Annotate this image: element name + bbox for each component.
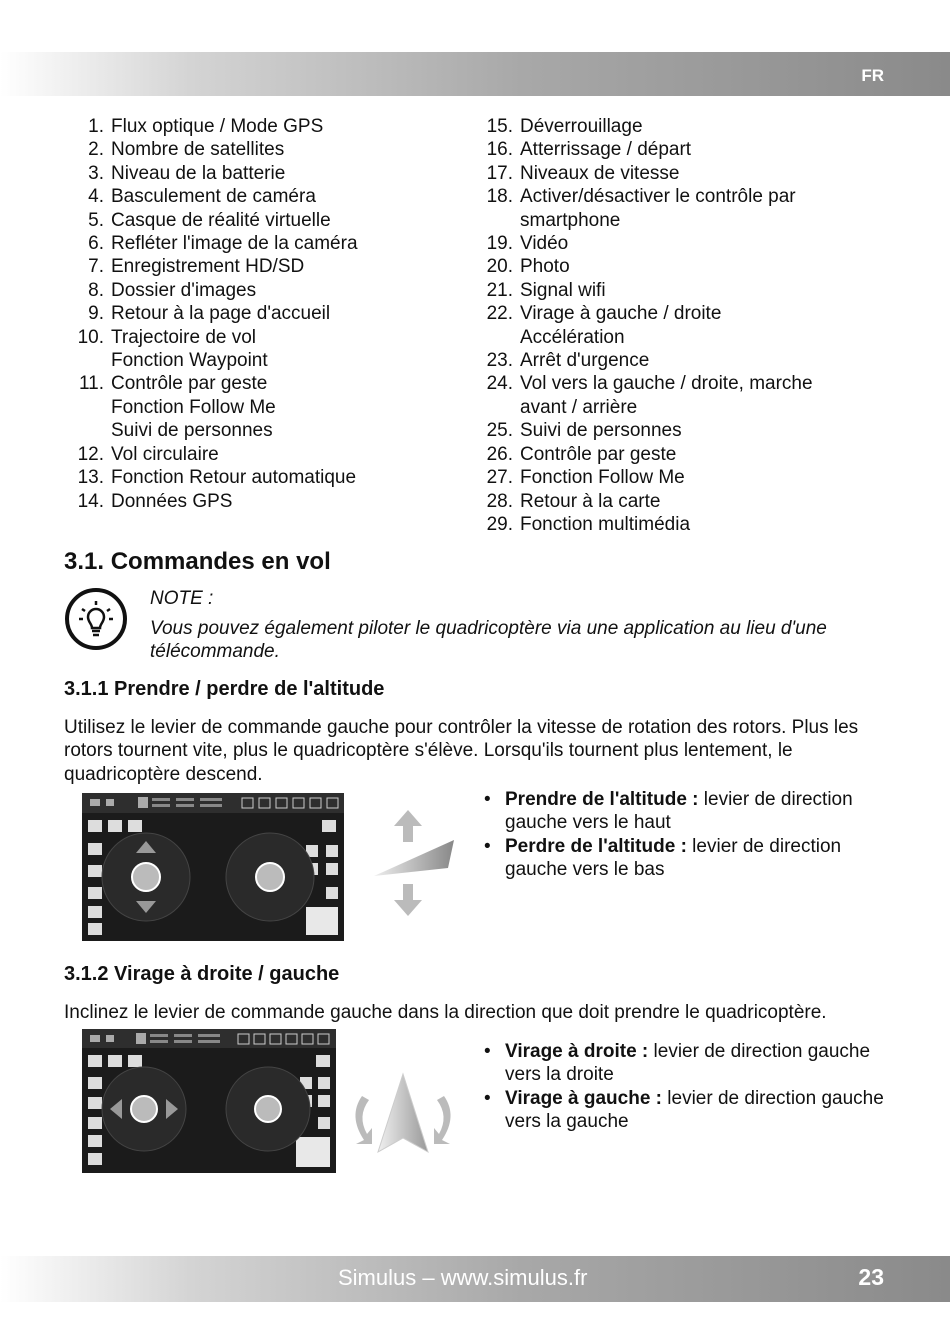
legend-text: Activer/désactiver le contrôle par — [520, 186, 796, 208]
legend-item — [473, 490, 893, 513]
legend-number: 14. — [77, 490, 104, 512]
legend-text: Suivi de personnes — [111, 420, 273, 442]
legend-item — [64, 138, 464, 161]
turn-paragraph: Inclinez le levier de commande gauche dans la direction que doit prendre le quadricoptère. — [64, 1002, 827, 1023]
legend-item — [473, 513, 893, 536]
legend-item — [473, 209, 893, 232]
legend-item — [64, 232, 464, 255]
altitude-paragraph: Utilisez le levier de commande gauche pour contrôler la vitesse de rotation des rotors. Plus les rotors tournent vite, plus le quadricoptère s'élève. Lorsqu'ils tournent plus lentement, le quadricoptère descend. — [64, 717, 859, 785]
legend-right-column — [473, 115, 893, 536]
legend-number: 16. — [486, 139, 513, 161]
legend-item — [64, 419, 464, 442]
legend-item — [473, 419, 893, 442]
legend-item — [473, 279, 893, 302]
altitude-title: 3.1.1 Prendre / perdre de l'altitude — [64, 678, 385, 700]
legend-number: 25. — [486, 420, 513, 442]
turn-arrows-icon — [348, 1072, 458, 1160]
section-title: 3.1. Commandes en vol — [64, 548, 331, 575]
legend-number: 21. — [486, 279, 513, 301]
legend-number: 10. — [77, 326, 104, 348]
legend-text: Fonction multimédia — [520, 513, 691, 535]
legend-text: smartphone — [520, 209, 621, 231]
legend-number: 3. — [88, 162, 104, 184]
legend-text: Niveaux de vitesse — [520, 162, 680, 184]
legend-number: 15. — [486, 116, 513, 137]
legend-text: Vol vers la gauche / droite, marche — [520, 373, 813, 395]
legend-item — [64, 302, 464, 325]
legend-text: Enregistrement HD/SD — [111, 256, 305, 278]
header-bar — [0, 52, 950, 96]
legend-text: Signal wifi — [520, 279, 606, 301]
altitude-bullets — [484, 788, 894, 882]
language-label: FR — [861, 66, 884, 85]
legend-item — [473, 326, 893, 349]
note-text: Vous pouvez également piloter le quadricoptère via une application au lieu d'une télécommande. — [150, 618, 827, 663]
legend-text: Fonction Retour automatique — [111, 467, 357, 489]
legend-number: 2. — [88, 139, 104, 161]
legend-text: Déverrouillage — [520, 116, 643, 137]
legend-number: 29. — [486, 513, 513, 535]
page-number: 23 — [858, 1264, 884, 1290]
legend-number: 9. — [88, 303, 104, 325]
list-item: • Virage à gauche : levier de direction gauche vers la gauche — [484, 1087, 884, 1133]
legend-text: Nombre de satellites — [111, 139, 285, 161]
legend-text: Contrôle par geste — [111, 373, 268, 395]
legend-text: Arrêt d'urgence — [520, 350, 650, 372]
legend-number: 26. — [486, 443, 513, 465]
legend-number: 23. — [486, 350, 513, 372]
legend-text: Fonction Follow Me — [111, 396, 276, 418]
legend-text: Vol circulaire — [111, 443, 219, 465]
legend-text: Basculement de caméra — [111, 186, 316, 208]
legend-text: Fonction Follow Me — [520, 467, 685, 489]
legend-number: 17. — [486, 162, 513, 184]
legend-text: Suivi de personnes — [520, 420, 682, 442]
list-item: • Perdre de l'altitude : levier de direction gauche vers le bas — [484, 835, 842, 881]
legend-number: 4. — [88, 186, 104, 208]
legend-number: 24. — [486, 373, 513, 395]
footer-text: Simulus – www.simulus.fr — [338, 1265, 588, 1290]
legend-item — [473, 302, 893, 325]
legend-number: 11. — [78, 373, 104, 395]
legend-number: 22. — [486, 303, 513, 325]
list-item: • Virage à droite : levier de direction gauche vers la droite — [484, 1041, 871, 1086]
list-item: • Prendre de l'altitude : levier de direction gauche vers le haut — [484, 789, 853, 834]
legend-number: 19. — [486, 233, 513, 255]
legend-item — [64, 255, 464, 278]
legend-item — [64, 443, 464, 466]
legend-item — [473, 115, 893, 138]
lightbulb-icon — [64, 587, 128, 651]
legend-item — [473, 349, 893, 372]
legend-number: 6. — [88, 233, 104, 255]
legend-item — [64, 372, 464, 395]
legend-left-column — [64, 115, 464, 513]
legend-item — [64, 209, 464, 232]
legend-text: Contrôle par geste — [520, 443, 677, 465]
legend-item — [64, 490, 464, 513]
note-label: NOTE : — [150, 588, 214, 609]
legend-item — [473, 162, 893, 185]
legend-text: Niveau de la batterie — [111, 162, 286, 184]
legend-text: Dossier d'images — [111, 279, 257, 301]
legend-text: Photo — [520, 256, 570, 278]
legend-item — [473, 255, 893, 278]
legend-item — [64, 279, 464, 302]
turn-bullets — [484, 1040, 894, 1134]
legend-item — [473, 232, 893, 255]
legend-number: 13. — [77, 467, 104, 489]
legend-number: 1. — [88, 116, 104, 137]
legend-text: Casque de réalité virtuelle — [111, 209, 331, 231]
legend-text: Données GPS — [111, 490, 233, 512]
app-screenshot-turn — [82, 1029, 336, 1173]
legend-number: 5. — [88, 209, 104, 231]
legend-number: 18. — [486, 186, 513, 208]
legend-item — [64, 349, 464, 372]
legend-text: Retour à la page d'accueil — [111, 303, 331, 325]
footer-bar — [0, 1256, 950, 1302]
legend-number: 8. — [88, 279, 104, 301]
legend-item — [64, 326, 464, 349]
legend-text: Accélération — [520, 326, 625, 348]
turn-title: 3.1.2 Virage à droite / gauche — [64, 963, 340, 985]
legend-item — [64, 162, 464, 185]
legend-item — [473, 466, 893, 489]
altitude-arrows-icon — [366, 806, 456, 920]
legend-text: Refléter l'image de la caméra — [111, 233, 358, 255]
legend-number: 12. — [77, 443, 104, 465]
legend-text: Atterrissage / départ — [520, 139, 692, 161]
legend-item — [64, 185, 464, 208]
legend-item — [473, 185, 893, 208]
legend-text: Trajectoire de vol — [111, 326, 257, 348]
legend-text: Flux optique / Mode GPS — [111, 116, 324, 137]
legend-item — [64, 115, 464, 138]
legend-item — [64, 466, 464, 489]
legend-item — [473, 372, 893, 395]
legend-item — [473, 396, 893, 419]
legend-text: avant / arrière — [520, 396, 638, 418]
legend-item — [473, 138, 893, 161]
legend-text: Retour à la carte — [520, 490, 661, 512]
legend-item — [64, 396, 464, 419]
legend-item — [473, 443, 893, 466]
legend-number: 28. — [486, 490, 513, 512]
legend-text: Fonction Waypoint — [111, 350, 268, 372]
legend-text: Vidéo — [520, 233, 569, 255]
legend-number: 27. — [486, 467, 513, 489]
legend-text: Virage à gauche / droite — [520, 303, 722, 325]
legend-number: 20. — [486, 256, 513, 278]
app-screenshot-altitude — [82, 793, 344, 941]
legend-number: 7. — [88, 256, 104, 278]
